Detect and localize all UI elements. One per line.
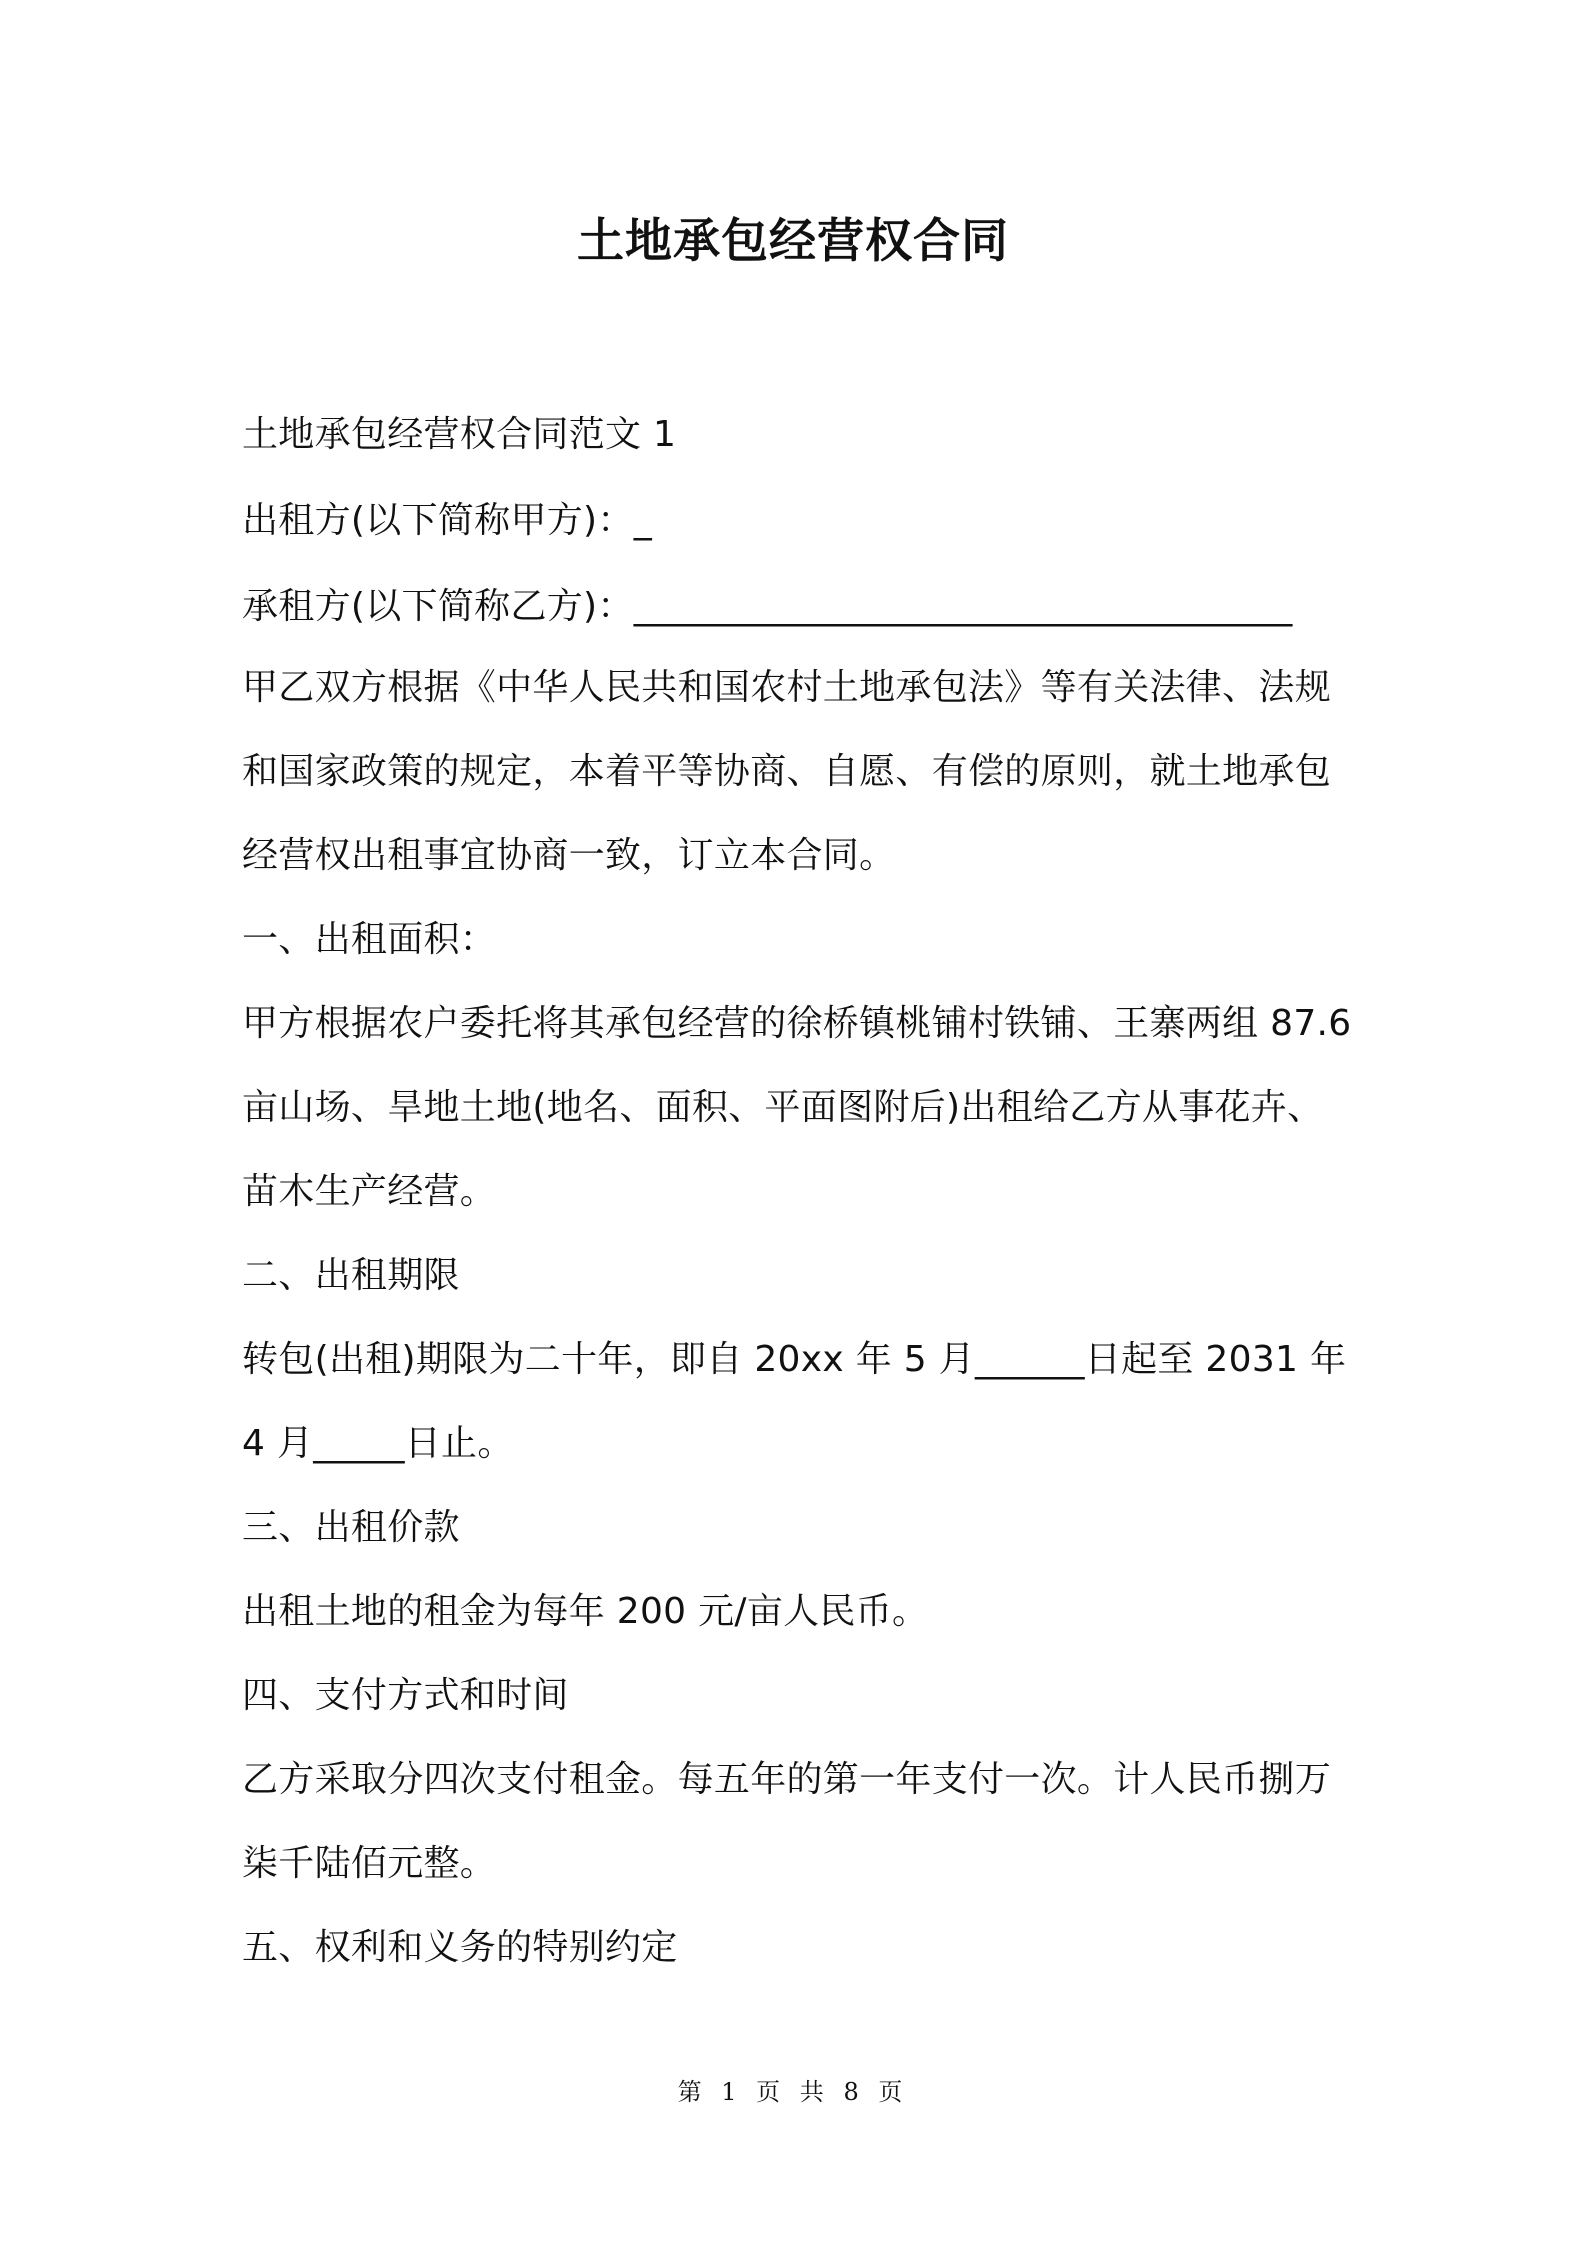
page-footer: 第 1 页 共 8 页 [677, 2078, 909, 2106]
section-heading: 五、权利和义务的特别约定 [242, 1927, 678, 1968]
section-heading: 三、出租价款 [242, 1507, 460, 1548]
document-title: 土地承包经营权合同 [577, 214, 1009, 269]
section-heading: 二、出租期限 [242, 1255, 460, 1296]
body-line: 亩山场、旱地土地(地名、面积、平面图附后)出租给乙方从事花卉、 [242, 1087, 1324, 1128]
section-heading: 四、支付方式和时间 [242, 1675, 569, 1716]
section-heading: 一、出租面积： [242, 919, 497, 960]
body-line: 经营权出租事宜协商一致，订立本合同。 [242, 835, 896, 876]
subtitle-line: 土地承包经营权合同范文 1 [242, 414, 677, 455]
body-line: 甲方根据农户委托将其承包经营的徐桥镇桃铺村铁铺、王寨两组 87.6 [242, 1003, 1352, 1044]
body-line: 和国家政策的规定，本着平等协商、自愿、有偿的原则，就土地承包 [242, 751, 1332, 792]
body-line: 转包(出租)期限为二十年，即自 20xx 年 5 月______日起至 2031 年 [242, 1339, 1347, 1380]
body-line: 4 月_____日止。 [242, 1423, 514, 1464]
lessor-line: 出租方(以下简称甲方)：_ [242, 500, 652, 541]
body-line: 甲乙双方根据《中华人民共和国农村土地承包法》等有关法律、法规 [242, 667, 1332, 708]
body-line: 出租土地的租金为每年 200 元/亩人民币。 [242, 1591, 929, 1632]
body-line: 苗木生产经营。 [242, 1171, 497, 1212]
body-line: 柒千陆佰元整。 [242, 1843, 497, 1884]
body-line: 乙方采取分四次支付租金。每五年的第一年支付一次。计人民币捌万 [242, 1759, 1332, 1800]
lessee-line: 承租方(以下简称乙方)：____________________________________ [242, 586, 1293, 627]
